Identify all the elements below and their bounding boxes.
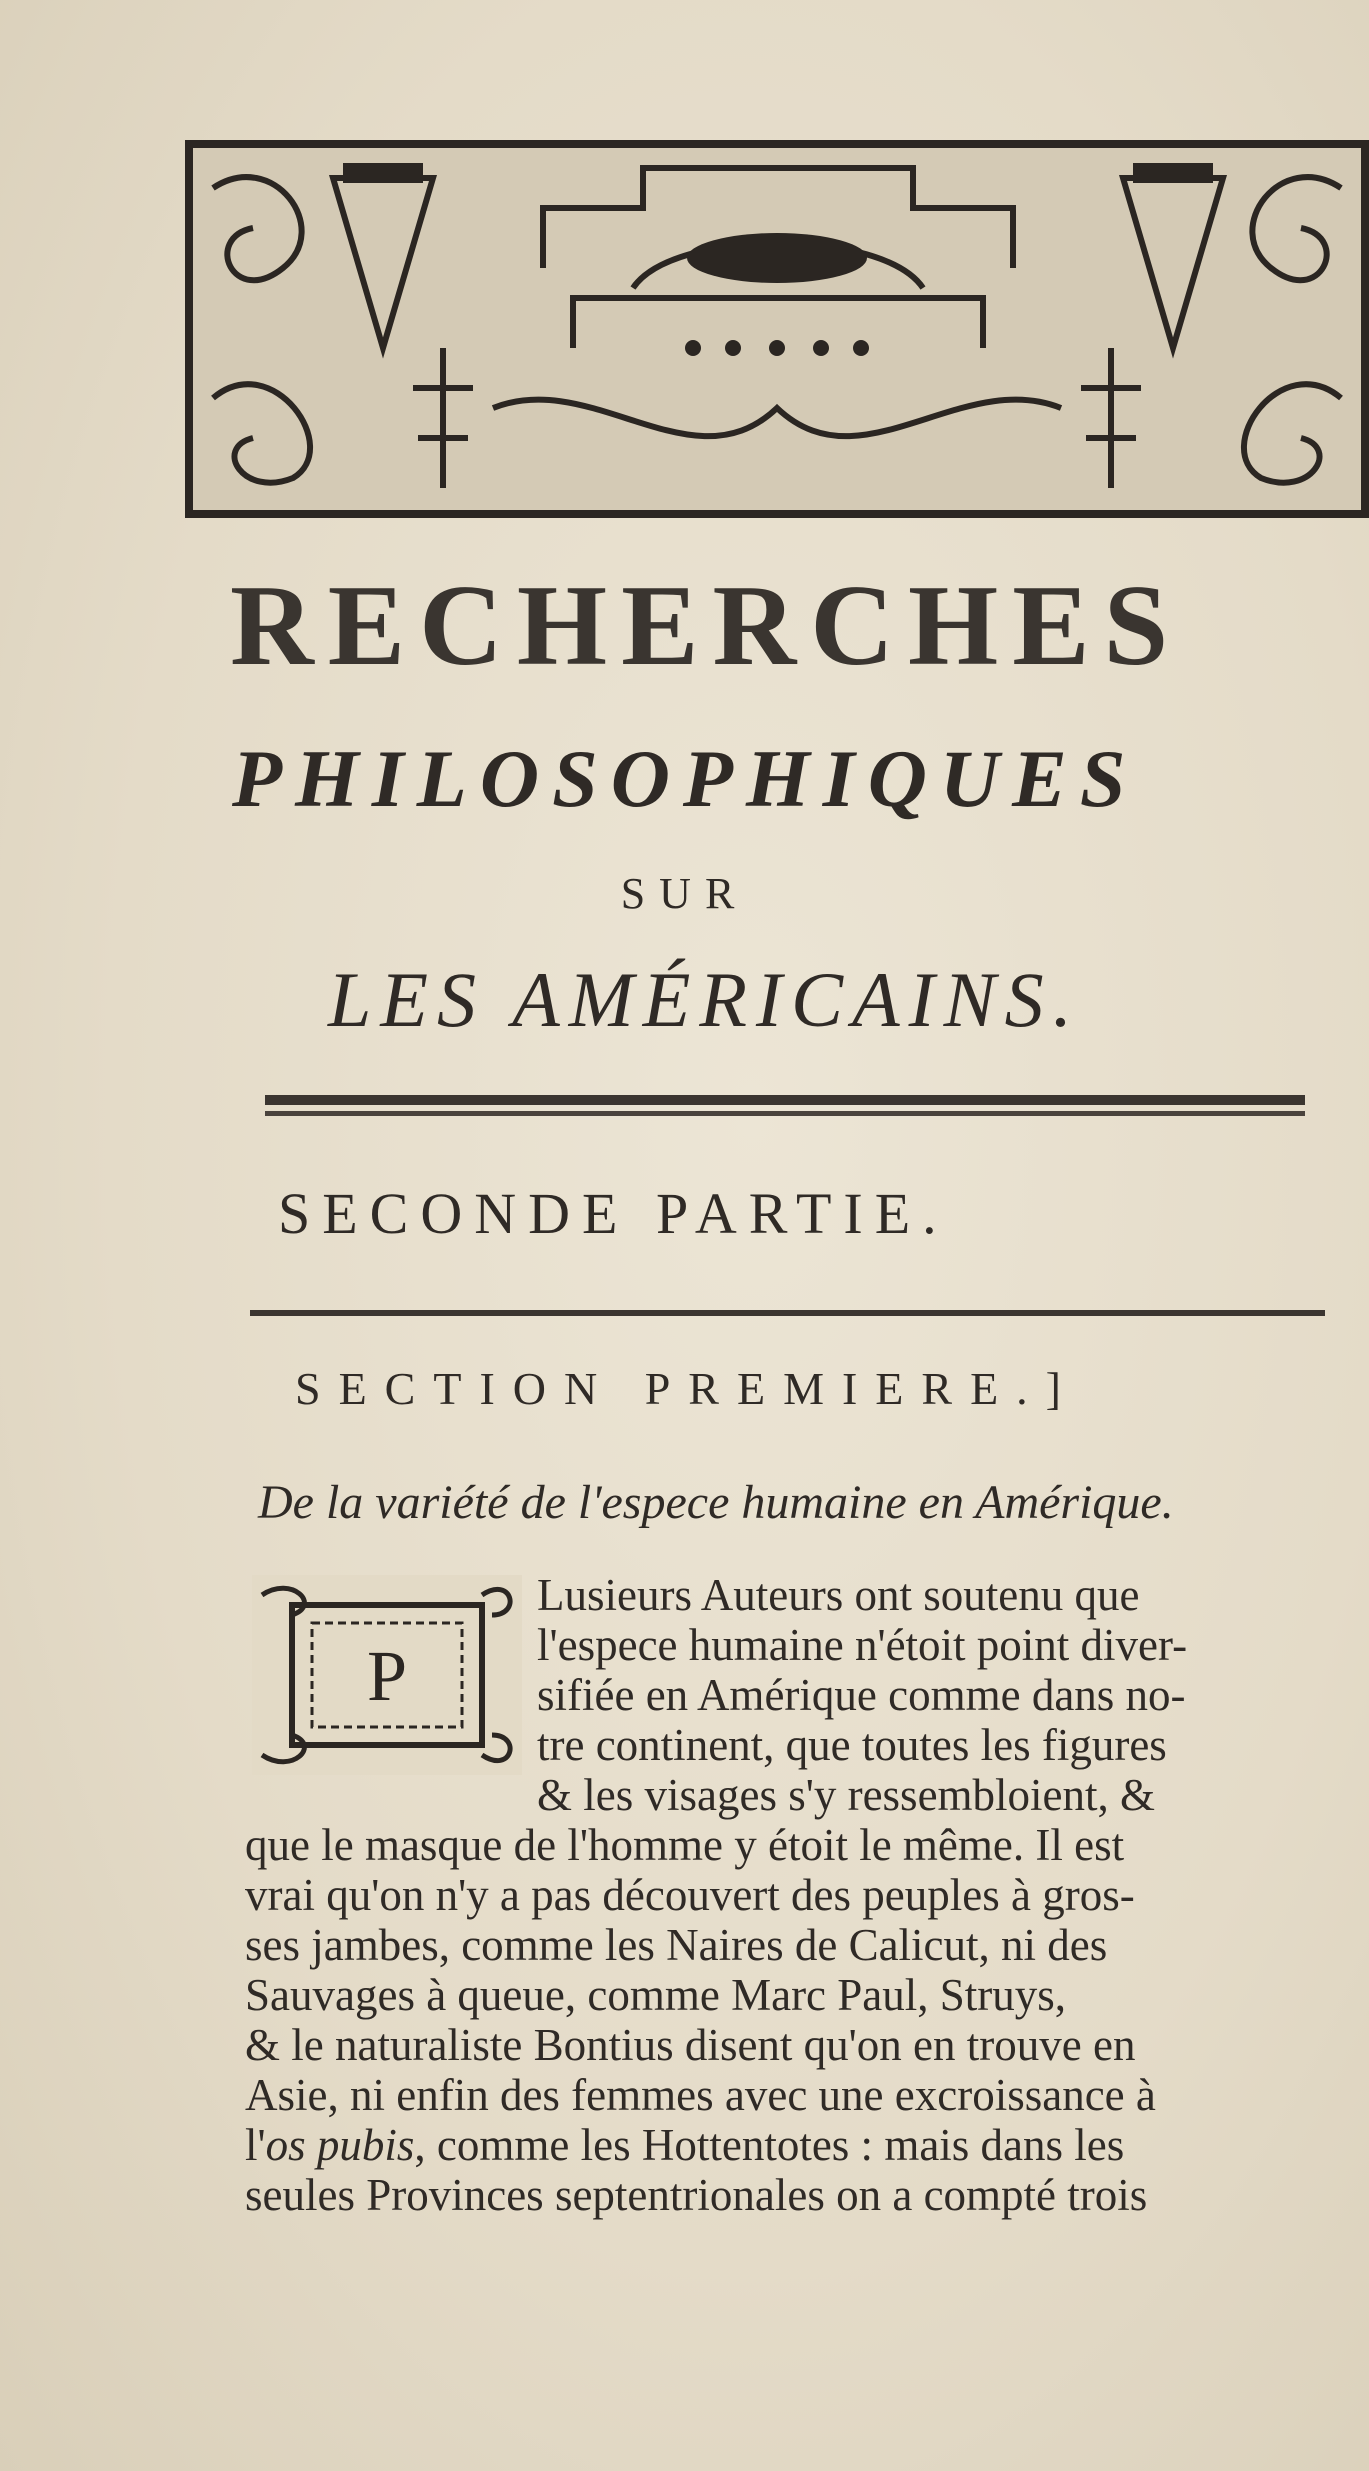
section-heading: SECTION PREMIERE.] xyxy=(295,1363,1079,1414)
body-line: tre continent, que toutes les figures xyxy=(537,1720,1167,1770)
book-subtitle-philosophiques: PHILOSOPHIQUES xyxy=(232,733,1139,824)
body-line-rest: , comme les Hottentotes : mais dans les xyxy=(414,2120,1125,2170)
body-line: Sauvages à queue, comme Marc Paul, Struys, xyxy=(245,1970,1067,2020)
body-line: & le naturaliste Bontius disent qu'on en trouve en xyxy=(245,2020,1136,2070)
body-line-italic-term: os pubis xyxy=(265,2120,415,2170)
body-line-os-pubis xyxy=(245,2120,1335,2170)
single-rule-divider xyxy=(250,1310,1325,1316)
drop-cap-ornament xyxy=(252,1575,522,1775)
body-line: & les visages s'y ressembloient, & xyxy=(537,1770,1156,1820)
body-line: Lusieurs Auteurs ont soutenu que xyxy=(537,1570,1140,1620)
book-subtitle-americains: LES AMÉRICAINS. xyxy=(328,956,1082,1043)
body-line: sifiée en Amérique comme dans no- xyxy=(537,1670,1186,1720)
body-line: ses jambes, comme les Naires de Calicut, ni des xyxy=(245,1920,1108,1970)
body-line-prefix: l' xyxy=(245,2120,266,2170)
drop-cap-image xyxy=(252,1575,522,1775)
part-heading: SECONDE PARTIE. xyxy=(278,1181,949,1246)
drop-cap-letter: P xyxy=(366,1636,408,1716)
book-connector-sur: SUR xyxy=(620,869,749,918)
body-line: vrai qu'on n'y a pas découvert des peuples à gros- xyxy=(245,1870,1135,1920)
double-rule-divider xyxy=(265,1095,1305,1116)
body-line: que le masque de l'homme y étoit le même. Il est xyxy=(245,1820,1125,1870)
body-line: seules Provinces septentrionales on a compté trois xyxy=(245,2170,1148,2220)
headpiece-ornament-image xyxy=(193,148,1361,510)
body-line: l'espece humaine n'étoit point diver- xyxy=(537,1620,1188,1670)
ornamental-headpiece xyxy=(185,140,1369,518)
book-title: RECHERCHES xyxy=(230,562,1183,690)
body-line: Asie, ni enfin des femmes avec une excroissance à xyxy=(245,2070,1156,2120)
section-title: De la variété de l'espece humaine en Amérique. xyxy=(258,1476,1174,1529)
